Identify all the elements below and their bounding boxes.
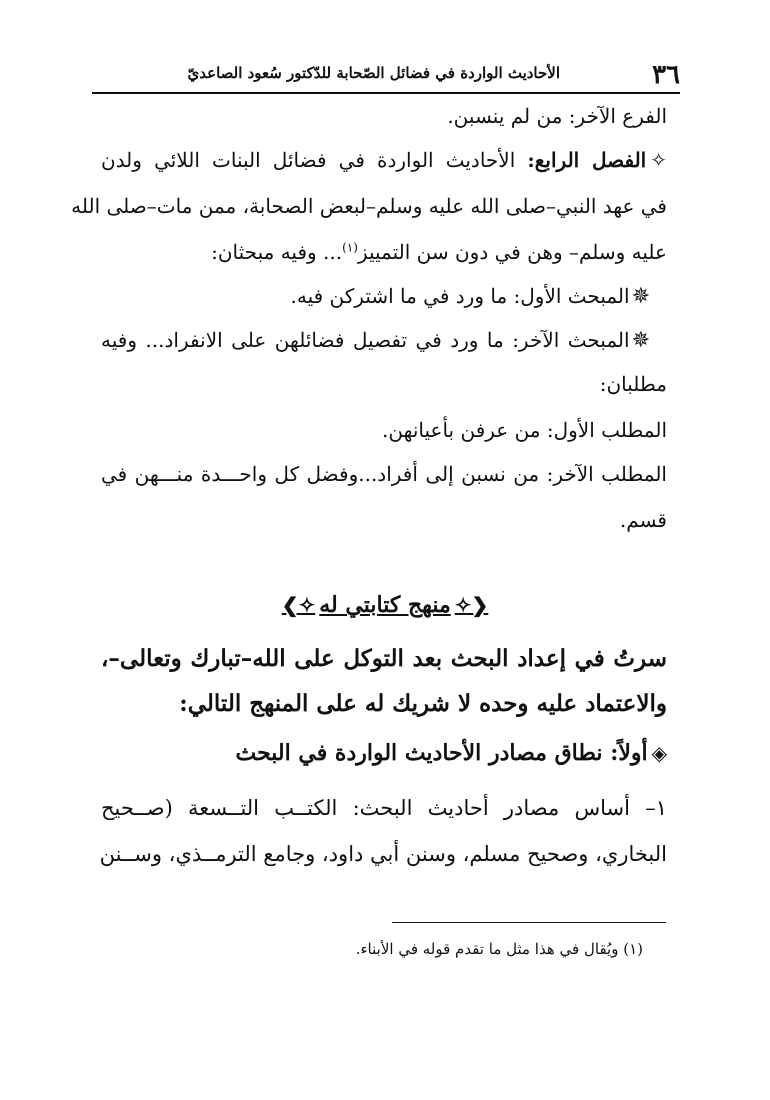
- text-line: قسم.: [619, 508, 667, 532]
- text-line: الفرع الآخر: من لم ينسبن.: [447, 104, 667, 128]
- paragraph-line: [101, 148, 667, 172]
- text-line: والاعتماد عليه وحده لا شريك له على المنهج التالي:: [179, 690, 667, 717]
- paragraph-line: [101, 842, 667, 866]
- footnote-ref: (١): [342, 240, 358, 255]
- text-line: البخاري، وصحيح مسلم، وسنن أبي داود، وجامع الترمــذي، وســنن: [99, 842, 667, 866]
- page-header: [92, 58, 680, 94]
- text-line: ... وفيه مبحثان:: [211, 240, 343, 264]
- section-heading: [0, 592, 770, 618]
- paragraph-line: [101, 104, 667, 128]
- ornament-right-icon: ✧❯: [281, 593, 316, 617]
- paragraph-line: [101, 372, 667, 396]
- text-line: عليه وسلم– وهن في دون سن التمييز: [357, 240, 667, 264]
- chapter-text: الأحاديث الواردة في فضائل البنات اللائي ولدن: [101, 148, 528, 172]
- footnote-text: (١) ويُقال في هذا مثل ما تقدم قوله في الأبناء.: [355, 940, 643, 958]
- ornament-left-icon: ❮✧: [454, 593, 489, 617]
- paragraph-line: [101, 418, 667, 442]
- page-number: ٣٦: [652, 60, 680, 90]
- subheading-text: أولاً: نطاق مصادر الأحاديث الواردة في البحث: [235, 740, 648, 766]
- footnote-divider: [392, 922, 666, 923]
- running-title: الأحاديث الواردة في فضائل الصّحابة للدّكتور سُعود الصاعديّ: [187, 64, 560, 82]
- text-line: في عهد النبي–صلى الله عليه وسلم–لبعض الصحابة، ممن مات–صلى الله: [71, 194, 667, 218]
- diamond-bullet-icon: ✧: [650, 148, 667, 172]
- chapter-label: الفصل الرابع:: [527, 148, 647, 172]
- footnote: [356, 940, 643, 958]
- star-bullet-icon: ✵: [631, 328, 650, 353]
- paragraph-line: [101, 508, 667, 532]
- star-bullet-icon: ✵: [631, 284, 650, 309]
- paragraph-line: [101, 690, 667, 717]
- paragraph-line: [101, 328, 650, 353]
- paragraph-line: [101, 462, 667, 486]
- section-heading-text: منهج كتابتي له: [319, 592, 451, 618]
- subheading: [101, 740, 667, 766]
- paragraph-line: [71, 194, 667, 218]
- diamond-bullet-icon: ◈: [651, 741, 667, 765]
- text-line: ١– أساس مصادر أحاديث البحث: الكتــب التــسعة (صــحيح: [101, 796, 667, 820]
- paragraph-line: [101, 240, 667, 264]
- text-line: المطلب الآخر: من نسبن إلى أفراد...وفضل كل واحـــدة منـــهن في: [101, 462, 667, 486]
- paragraph-line: [101, 284, 650, 309]
- text-line: المبحث الآخر: ما ورد في تفصيل فضائلهن على الانفراد... وفيه: [101, 328, 630, 352]
- paragraph-line: [101, 796, 667, 820]
- paragraph-line: [101, 645, 667, 672]
- text-line: سرتُ في إعداد البحث بعد التوكل على الله–تبارك وتعالى–،: [101, 645, 667, 672]
- text-line: المطلب الأول: من عرفن بأعيانهن.: [382, 418, 667, 442]
- text-line: المبحث الأول: ما ورد في ما اشتركن فيه.: [290, 284, 630, 308]
- text-line: مطلبان:: [599, 372, 667, 396]
